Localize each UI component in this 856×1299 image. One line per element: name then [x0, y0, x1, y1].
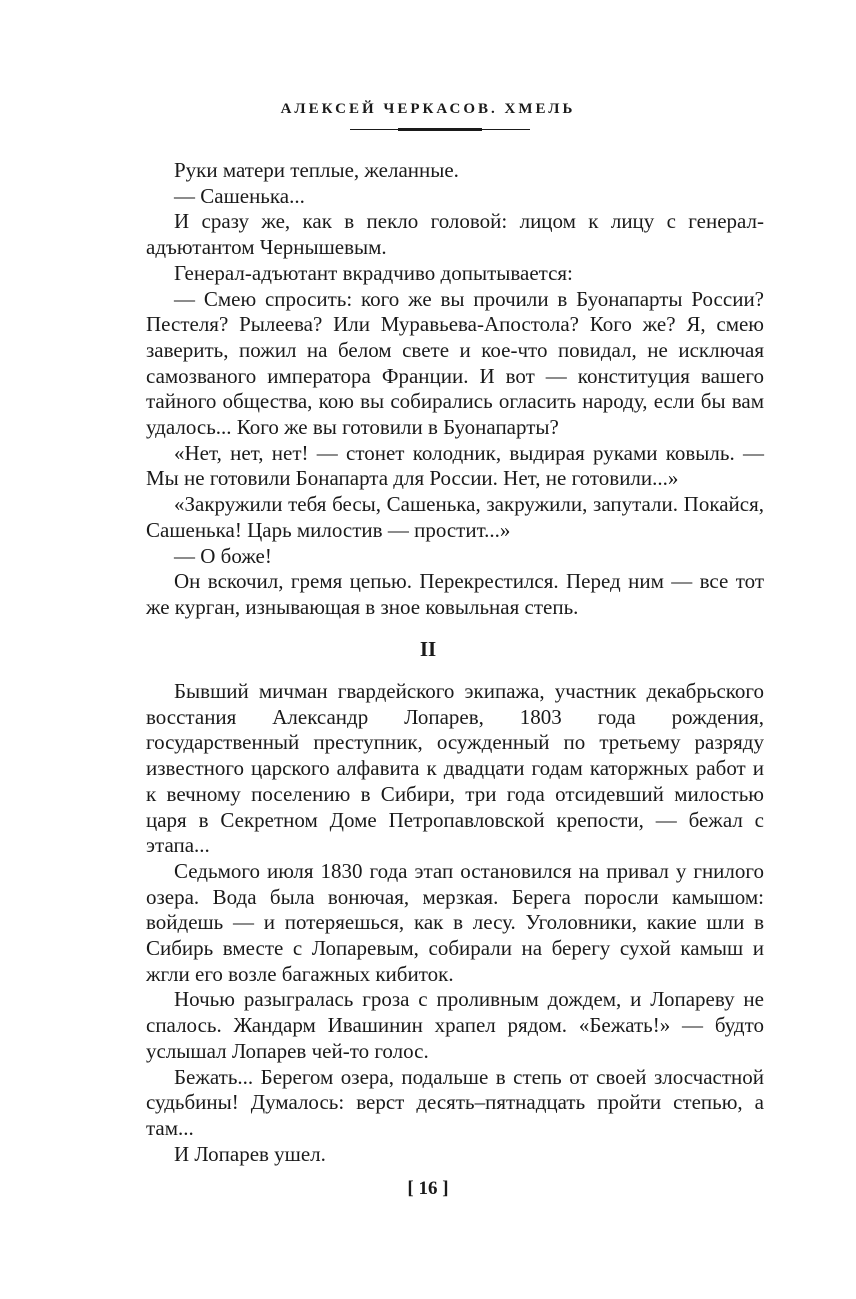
paragraph: И Лопарев ушел. [174, 1141, 326, 1166]
paragraph: И сразу же, как в пекло головой: лицом к лицу с генерал-адъютантом Чернышевым. [146, 209, 764, 260]
text-block-part1 [146, 158, 764, 621]
header-rule-accent [398, 128, 482, 131]
section-heading: II [419, 637, 437, 661]
page-number: [ 16 ] [407, 1178, 449, 1199]
paragraph: Он вскочил, гремя цепью. Перекрестился. Перед ним — все тот же курган, изнывающая в зное ковыльная степь. [146, 569, 764, 619]
paragraph: Бежать... Берегом озера, подальше в степь от своей злосчастной судьбины! Думалось: верст десять–пятнадцать пройти степью, а там... [146, 1064, 764, 1140]
paragraph: Седьмого июля 1830 года этап остановился на привал у гнилого озера. Вода была вонючая, мерзкая. Берега поросли камышом: войдешь — и потеряешься, как в лесу. Уголовники, какие шли в Сибирь вместе с Лопаревым, собирали на берегу сухой камыш и жгли его возле багажных кибиток. [146, 858, 764, 986]
paragraph: — О боже! [174, 543, 272, 568]
paragraph: Руки матери теплые, желанные. [174, 158, 459, 182]
paragraph: Бывший мичман гвардейского экипажа, участник декабрьского восстания Александр Лопарев, 1803 года рождения, государственный преступник, осужденный по третьему разряду известного царского алфавита к двадцати годам каторжных работ и к вечному поселению в Сибири, три года отсидевший милостью царя в Секретном Доме Петропавловской крепости, — бежал с этапа... [146, 679, 764, 858]
paragraph: Ночью разыгралась гроза с проливным дождем, и Лопареву не спалось. Жандарм Ивашинин храпел рядом. «Бежать!» — будто услышал Лопарев чей-то голос. [146, 987, 764, 1063]
running-head: АЛЕКСЕЙ ЧЕРКАСОВ. ХМЕЛЬ [280, 101, 576, 117]
paragraph: — Сашенька... [174, 183, 305, 208]
text-block-part2 [146, 679, 764, 1167]
paragraph: «Закружили тебя бесы, Сашенька, закружили, запутали. Покайся, Сашенька! Царь милостив — простит...» [146, 492, 764, 542]
paragraph: — Смею спросить: кого же вы прочили в Буонапарты России? Пестеля? Рылеева? Или Муравьева-Апостола? Кого же? Я, смею заверить, пожил на белом свете и кое-что повидал, не исключая самозваного императора Франции. И вот — конституция вашего тайного общества, кою вы собирались огласить народу, если бы вам удалось... Кого же вы готовили в Буонапарты? [146, 286, 764, 440]
paragraph: Генерал-адъютант вкрадчиво допытывается: [174, 260, 573, 285]
paragraph: «Нет, нет, нет! — стонет колодник, выдирая руками ковыль. — Мы не готовили Бонапарта для России. Нет, не готовили...» [146, 440, 764, 491]
